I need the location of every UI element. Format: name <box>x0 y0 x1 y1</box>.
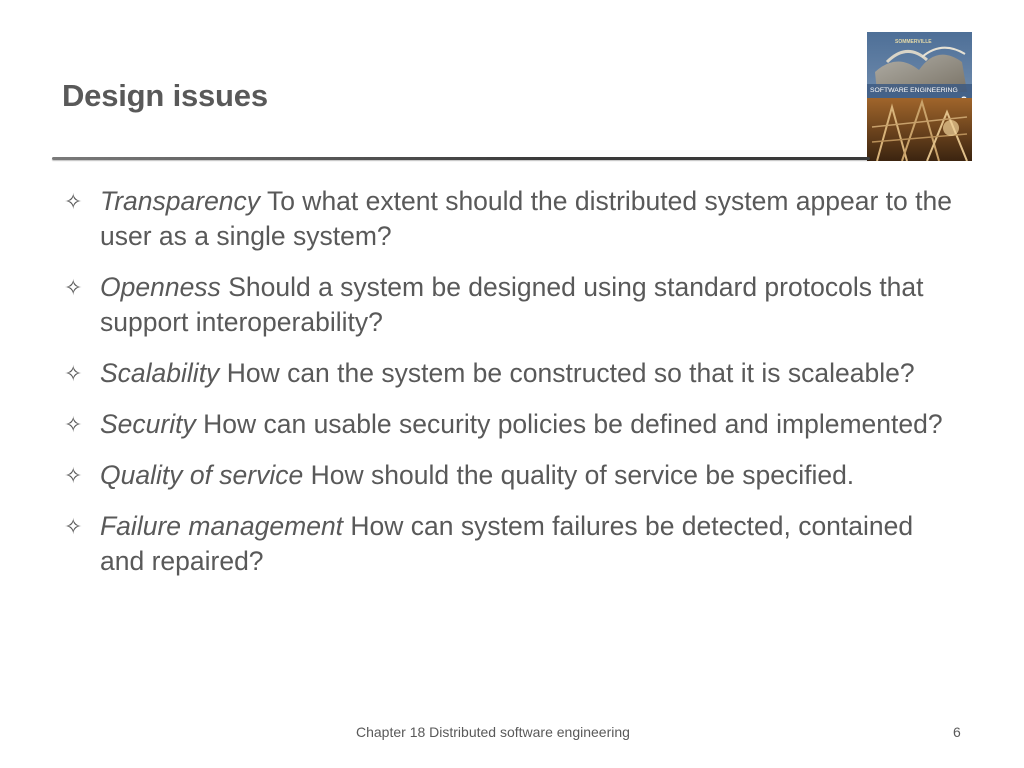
list-item <box>62 270 952 340</box>
bullet-term: Failure management <box>100 511 344 541</box>
bullet-text: How can system failures be detected, contained and repaired? <box>100 511 914 576</box>
bullet-marker-icon: ✧ <box>64 412 83 437</box>
list-item <box>62 407 952 442</box>
page-number: 6 <box>953 724 961 740</box>
bullet-marker-icon: ✧ <box>64 361 83 386</box>
list-item <box>62 509 952 579</box>
bullet-term: Quality of service <box>100 460 304 490</box>
bullet-marker-icon: ✧ <box>64 514 83 539</box>
title-divider <box>52 157 870 160</box>
book-cover-author: SOMMERVILLE <box>895 39 932 45</box>
bullet-text: How can the system be constructed so that it is scaleable? <box>226 358 915 388</box>
bullet-text: To what extent should the distributed system appear to the user as a single system? <box>100 186 952 251</box>
list-item <box>62 356 952 391</box>
bullet-term: Openness <box>100 272 221 302</box>
list-item <box>62 458 952 493</box>
bullet-text: How should the quality of service be specified. <box>310 460 855 490</box>
book-cover-image <box>867 32 972 161</box>
bullet-marker-icon: ✧ <box>64 189 83 214</box>
footer-chapter-text: Chapter 18 Distributed software engineering <box>356 724 630 740</box>
list-item <box>62 184 952 254</box>
bullet-text: How can usable security policies be defined and implemented? <box>203 409 943 439</box>
book-cover-title: SOFTWARE ENGINEERING <box>870 87 958 94</box>
bullet-list <box>62 184 952 595</box>
bullet-marker-icon: ✧ <box>64 275 83 300</box>
slide-title: Design issues <box>62 78 268 113</box>
bullet-text: Should a system be designed using standard protocols that support interoperability? <box>100 272 924 337</box>
bullet-term: Security <box>100 409 196 439</box>
bullet-term: Scalability <box>100 358 220 388</box>
bullet-marker-icon: ✧ <box>64 463 83 488</box>
bullet-term: Transparency <box>100 186 261 216</box>
